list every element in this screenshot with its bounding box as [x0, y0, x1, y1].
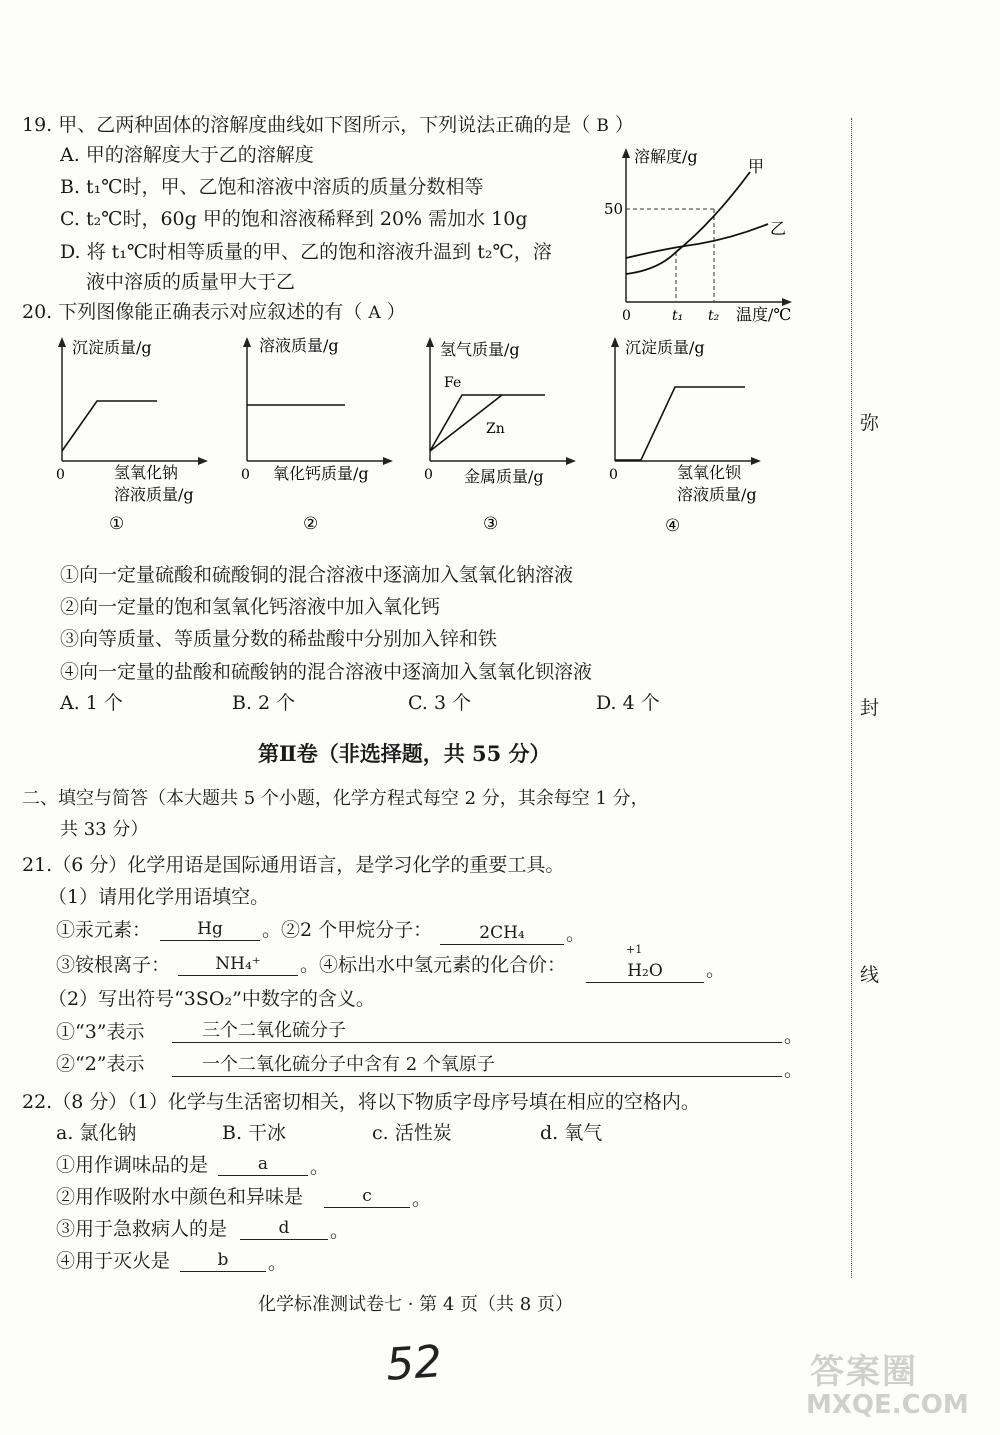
binding-line [851, 118, 852, 1278]
curve-jia [626, 172, 750, 274]
side-mark-mi: 弥 [860, 412, 880, 434]
q21-a2-label: 。②2 个甲烷分子： [262, 919, 433, 941]
q22-r1-end: 。 [310, 1156, 330, 1178]
graph-t1: t₁ [672, 308, 684, 324]
q22-item-a: a. 氯化钠 [56, 1122, 137, 1144]
q21-a4-label: 。④标出水中氢元素的化合价： [300, 954, 567, 976]
q22-r2-end: 。 [412, 1188, 432, 1210]
q21-stem: 21.（6 分）化学用语是国际通用语言，是学习化学的重要工具。 [22, 854, 565, 876]
page-footer: 化学标准测试卷七 · 第 4 页（共 8 页） [258, 1294, 573, 1315]
svg-text:0: 0 [56, 467, 65, 483]
q22-r3-label: ③用于急救病人的是 [56, 1218, 228, 1240]
q21-answer-3: NH₄⁺ [178, 953, 298, 976]
q21-answer-1: Hg [160, 918, 260, 941]
svg-text:④: ④ [665, 516, 681, 536]
watermark-url: MXQE.COM [806, 1390, 969, 1420]
svg-text:溶液质量/g: 溶液质量/g [677, 485, 757, 504]
q22-answer-1: a [218, 1153, 308, 1176]
q19-answer: B [596, 116, 609, 136]
svg-text:氧化钙质量/g: 氧化钙质量/g [273, 464, 369, 483]
graph-4-line [615, 387, 745, 460]
q21-answer-2: 2CH₄ [440, 922, 564, 945]
q19-option-d: D. 将 t₁℃时相等质量的甲、乙的饱和溶液升温到 t₂℃，溶 [60, 241, 552, 263]
q20-choice-a: A. 1 个 [60, 692, 123, 714]
q21-a1-label: ①汞元素： [56, 919, 152, 941]
q21-b2-label: ②“2”表示 [56, 1053, 145, 1075]
q20-graph-1 [52, 333, 222, 533]
q21-b1-end: 。 [784, 1025, 804, 1047]
q22-r3-end: 。 [330, 1220, 350, 1242]
svg-text:0: 0 [609, 467, 618, 483]
side-mark-xian: 线 [860, 964, 880, 986]
svg-text:Fe: Fe [444, 375, 462, 391]
q21-answer-4: H₂O [586, 960, 704, 983]
svg-text:溶液质量/g: 溶液质量/g [114, 485, 194, 504]
graph-ylabel: 溶解度/g [634, 147, 698, 166]
svg-text:金属质量/g: 金属质量/g [464, 467, 544, 486]
svg-text:0: 0 [424, 467, 433, 483]
graph-y-tick: 50 [604, 200, 624, 218]
q22-answer-4: b [180, 1249, 266, 1272]
graph-xlabel: 温度/℃ [736, 305, 792, 324]
svg-text:Zn: Zn [486, 421, 505, 437]
svg-text:沉淀质量/g: 沉淀质量/g [72, 338, 152, 357]
q20-answer: A [368, 303, 381, 323]
section2-heading-cont: 共 33 分） [60, 819, 149, 840]
q22-r2-label: ②用作吸附水中颜色和异味是 [56, 1186, 304, 1208]
q21-part2: （2）写出符号“3SO₂”中数字的含义。 [48, 988, 375, 1010]
q19-option-c: C. t₂℃时，60g 甲的饱和溶液稀释到 20% 需加水 10g [60, 208, 528, 230]
q21-part1: （1）请用化学用语填空。 [48, 886, 270, 908]
graph-origin: 0 [622, 308, 631, 324]
graph-1-line [62, 401, 157, 451]
svg-text:氢气质量/g: 氢气质量/g [440, 340, 520, 359]
svg-text:溶液质量/g: 溶液质量/g [259, 336, 339, 355]
handwritten-page-number: 52 [384, 1336, 444, 1391]
q22-item-b: B. 干冰 [222, 1122, 287, 1144]
q19-option-a: A. 甲的溶解度大于乙的溶解度 [60, 144, 314, 166]
q20-choice-b: B. 2 个 [232, 692, 296, 714]
q21-b2-end: 。 [784, 1059, 804, 1081]
svg-text:氢氧化钡: 氢氧化钡 [677, 463, 742, 482]
svg-text:沉淀质量/g: 沉淀质量/g [625, 338, 705, 357]
side-mark-feng: 封 [860, 697, 880, 719]
q21-answer-4-valence: +1 [626, 943, 643, 956]
part2-title: 第Ⅱ卷（非选择题，共 55 分） [258, 741, 551, 766]
q21-a3-label: ③铵根离子： [56, 954, 171, 976]
svg-text:③: ③ [483, 514, 499, 534]
solubility-graph [598, 142, 798, 322]
q21-answer-b1: 三个二氧化硫分子 [172, 1020, 782, 1043]
curve-yi [626, 224, 768, 258]
q21-a4-end: 。 [706, 959, 726, 981]
q22-stem: 22.（8 分）（1）化学与生活密切相关，将以下物质字母序号填在相应的空格内。 [22, 1091, 700, 1113]
q22-r4-end: 。 [268, 1252, 288, 1274]
q20-graph-4 [605, 333, 775, 536]
q20-choice-c: C. 3 个 [408, 692, 472, 714]
graph-t2: t₂ [708, 308, 720, 324]
q20-graph-3 [420, 333, 590, 533]
q22-item-d: d. 氧气 [540, 1122, 603, 1144]
svg-text:氢氧化钠: 氢氧化钠 [114, 463, 179, 482]
label-jia: 甲 [748, 157, 765, 176]
q22-r1-label: ①用作调味品的是 [56, 1154, 209, 1176]
q19-option-d-cont: 液中溶质的质量甲大于乙 [86, 271, 296, 293]
q20-statement-3: ③向等质量、等质量分数的稀盐酸中分别加入锌和铁 [60, 628, 498, 650]
q21-b1-label: ①“3”表示 [56, 1021, 145, 1043]
q21-answer-b2: 一个二氧化硫分子中含有 2 个氧原子 [172, 1054, 782, 1077]
q19-stem: 19. 甲、乙两种固体的溶解度曲线如下图所示，下列说法正确的是（ B ） [22, 114, 634, 136]
q22-r4-label: ④用于灭火是 [56, 1250, 171, 1272]
q22-answer-3: d [240, 1217, 328, 1240]
svg-text:②: ② [303, 514, 319, 534]
q22-answer-2: c [324, 1185, 410, 1208]
q20-statement-4: ④向一定量的盐酸和硫酸钠的混合溶液中逐滴加入氢氧化钡溶液 [60, 661, 593, 683]
section2-heading: 二、填空与简答（本大题共 5 个小题，化学方程式每空 2 分，其余每空 1 分， [22, 788, 649, 809]
q22-item-c: c. 活性炭 [372, 1122, 452, 1144]
svg-text:0: 0 [241, 467, 250, 483]
q19-option-b: B. t₁℃时，甲、乙饱和溶液中溶质的质量分数相等 [60, 176, 484, 198]
svg-text:①: ① [109, 514, 125, 534]
q20-statement-1: ①向一定量硫酸和硫酸铜的混合溶液中逐滴加入氢氧化钠溶液 [60, 564, 574, 586]
q21-a2-end: 。 [566, 923, 586, 945]
q20-graph-2 [237, 333, 407, 533]
label-yi: 乙 [770, 219, 787, 238]
q20-stem: 20. 下列图像能正确表示对应叙述的有（ A ） [22, 301, 406, 323]
watermark-logo: 答案圈 [810, 1352, 918, 1392]
q20-statement-2: ②向一定量的饱和氢氧化钙溶液中加入氧化钙 [60, 596, 441, 618]
q20-choice-d: D. 4 个 [596, 692, 660, 714]
watermark [806, 1344, 994, 1428]
